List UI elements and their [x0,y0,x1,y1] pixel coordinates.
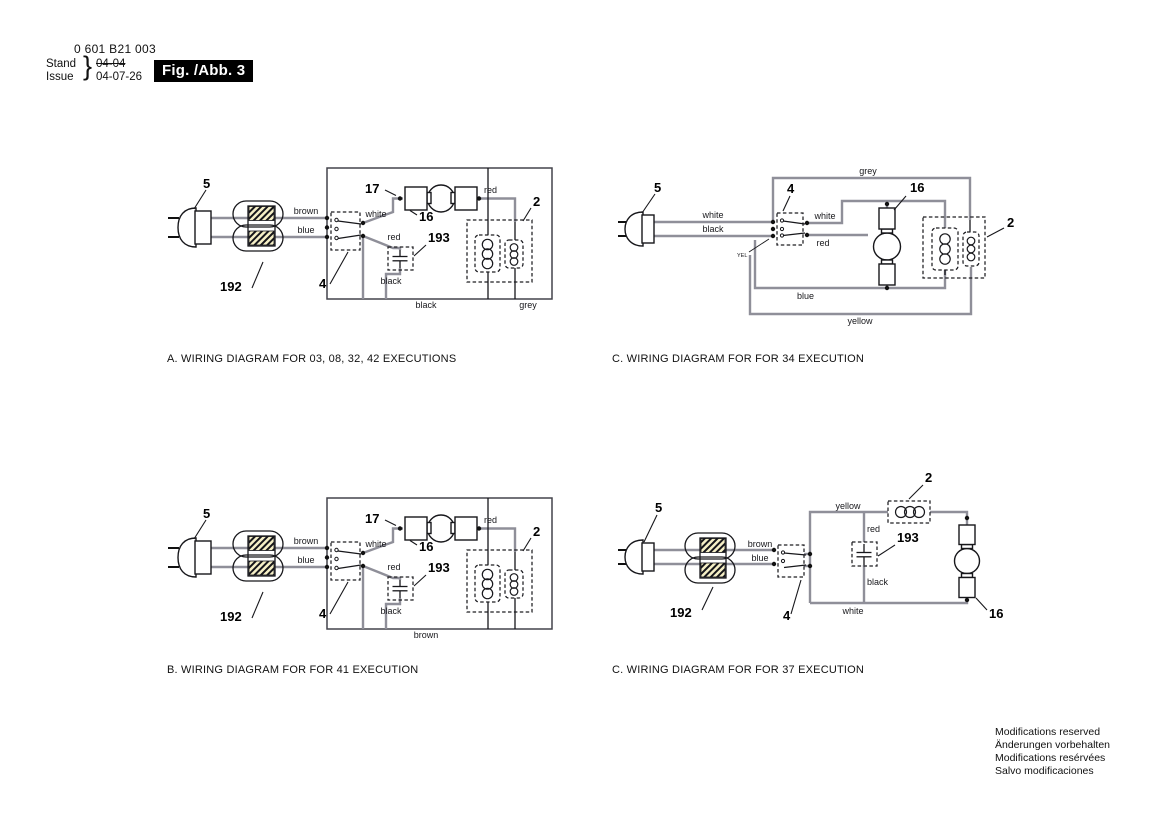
switch [778,545,806,577]
issue-date: 04-07-26 [96,71,143,83]
wiring-diagram-a [160,160,570,320]
brace-glyph: } [83,51,93,81]
wire-label-black: black [867,577,889,587]
switch [331,212,361,250]
ref-16: 16 [419,539,434,554]
ref-5: 5 [654,180,662,195]
power-plug-icon [168,208,211,247]
power-plug-icon [618,540,654,574]
switch [777,213,805,245]
ref-5: 5 [203,506,211,521]
wire-label-bottom-brown: brown [413,630,439,640]
suppression-choke [233,531,283,581]
inductor [888,501,930,523]
ref-4: 4 [783,608,791,623]
wire-label-yellow: yellow [847,316,873,326]
wiring-diagram-c37 [610,460,1030,635]
diagram-b-caption: B. WIRING DIAGRAM FOR FOR 41 EXECUTION [167,664,419,676]
ref-17: 17 [365,511,380,526]
wire-label-yellow: yellow [835,501,861,511]
wire-label-blue: blue [751,553,769,563]
wire-label-brown: brown [293,536,319,546]
stand-label: Stand [46,58,77,70]
wire-label-red-switch: red [387,232,401,242]
wire-label-bottom-grey: grey [519,300,537,310]
ref-17: 17 [365,181,380,196]
figure-badge: Fig. /Abb. 3 [154,60,253,82]
wire-label-red-brush: red [484,185,498,195]
ref-192: 192 [220,279,242,294]
wire-label-white-out: white [814,211,836,221]
ref-193: 193 [428,560,450,575]
issue-label: Issue [46,71,74,83]
wire-label-brown: brown [747,539,773,549]
motor-brushes [405,185,477,212]
wire-label-yel-tag: YEL [737,253,748,259]
ref-2: 2 [925,470,933,485]
stand-date-struck: 04-04 [96,58,126,70]
note-line-es: Salvo modificaciones [995,765,1094,777]
ref-192: 192 [670,605,692,620]
suppression-choke [233,201,283,251]
wire-label-red: red [816,238,830,248]
wire-label-cap-black: black [380,606,402,616]
wire-label-cap-black: black [380,276,402,286]
switch [331,542,361,580]
wire-label-bottom-black: black [415,300,437,310]
ref-2: 2 [1007,215,1015,230]
field-coils [923,217,985,278]
wire-label-blue: blue [297,555,315,565]
wire-label-red-brush: red [484,515,498,525]
ref-193: 193 [897,530,919,545]
motor-brushes [874,208,901,285]
ref-2: 2 [533,524,541,539]
capacitor [388,247,413,270]
note-line-de: Änderungen vorbehalten [995,739,1111,751]
wire-label-black-in: black [702,224,724,234]
wire-label-white-in: white [702,210,724,220]
wiring-diagram-b [160,490,570,650]
ref-5: 5 [203,176,211,191]
part-number: 0 601 B21 003 [74,42,156,56]
ref-5: 5 [655,500,663,515]
wiring-diagram-c34 [610,160,1030,330]
diagram-a-caption: A. WIRING DIAGRAM FOR 03, 08, 32, 42 EXECUTIONS [167,353,457,365]
capacitor [852,542,877,566]
motor-brushes [955,525,980,598]
power-plug-icon [168,538,211,577]
motor-brushes [405,515,477,542]
ref-193: 193 [428,230,450,245]
ref-16: 16 [419,209,434,224]
ref-4: 4 [787,181,795,196]
modifications-note [995,726,1110,778]
ref-4: 4 [319,606,327,621]
wire-label-blue: blue [797,291,815,301]
suppression-choke [685,533,735,583]
wire-label-red-switch: red [387,562,401,572]
wire-label-white: white [365,209,387,219]
ref-16: 16 [910,180,925,195]
wire-label-brown: brown [293,206,319,216]
wire-label-red: red [867,524,881,534]
capacitor [388,577,413,600]
diagram-c37-caption: C. WIRING DIAGRAM FOR FOR 37 EXECUTION [612,664,865,676]
ref-16: 16 [989,606,1004,621]
diagram-c34-caption: C. WIRING DIAGRAM FOR FOR 34 EXECUTION [612,353,865,365]
power-plug-icon [618,212,654,246]
ref-4: 4 [319,276,327,291]
wire-label-white: white [365,539,387,549]
note-line-en: Modifications reserved [995,726,1101,738]
ref-192: 192 [220,609,242,624]
wire-label-white: white [842,606,864,616]
ref-2: 2 [533,194,541,209]
wire-label-grey: grey [859,166,877,176]
note-line-fr: Modifications resérvées [995,752,1106,764]
wire-label-blue: blue [297,225,315,235]
